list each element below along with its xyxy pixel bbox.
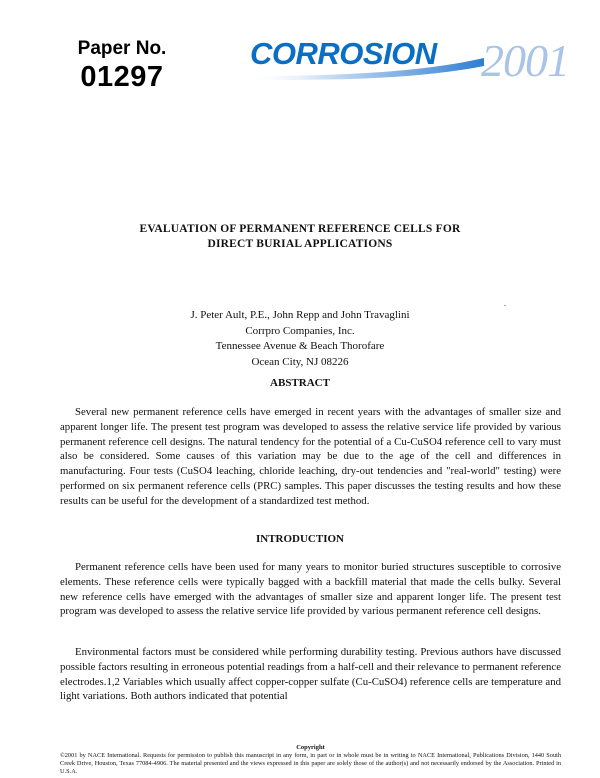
author-company: Corrpro Companies, Inc. [245,324,355,337]
stray-mark: . [504,299,506,308]
author-block [100,308,500,370]
paper-number-block [62,38,182,94]
paper-number-label: Paper No. [77,38,167,59]
logo-word: CORROSION [250,36,437,71]
introduction-heading: INTRODUCTION [255,533,344,545]
abstract-heading: ABSTRACT [270,377,330,389]
author-city: Ocean City, NJ 08226 [251,355,349,368]
author-names: J. Peter Ault, P.E., John Repp and John Travaglini [190,309,410,321]
author-address: Tennessee Avenue & Beach Thorofare [215,340,385,352]
paper-number: 01297 [80,61,164,93]
copyright-notice [60,744,561,776]
copyright-heading: Copyright [296,744,325,751]
abstract-text: Several new permanent reference cells have emerged in recent years with the advantages of smaller size and apparent longer life. The present test program was developed to assess the relative service life provided by various permanent reference cell designs. The natural tendency for the potential of a Cu-CuSO4 reference cell to vary must also be considered. Some causes of this variation may be due to the age of the cell and differences in manufacturing. Four tests (CuSO4 leaching, chloride leaching, dry-out tendencies and "real-world" testing) were performed on six permanent reference cells (PRC) samples. This paper discusses the testing results and how these results can be useful for the development of a standardized test method. [60,406,561,507]
copyright-text: ©2001 by NACE International. Requests for permission to publish this manuscript in any form, in part or in whole must be in writing to NACE International, Publications Division, 1440 South Creek Drive, Houston, Texas 77084-4906. The material presented and the views expressed in this paper are solely those of the author(s) and not necessarily endorsed by the Association. Printed in U.S.A. [60,752,561,775]
title-line-1: EVALUATION OF PERMANENT REFERENCE CELLS FOR [139,223,461,235]
introduction-paragraph-2: Environmental factors must be considered while performing durability testing. Previous authors have discussed possible factors resulting in erroneous potential readings from a half-cell and their relevance to permanent reference electrodes.1,2 Variables which usually affect copper-copper sulfate (Cu-CuSO4) reference cells are temperature and light variations. Both authors indicated that potential [60,646,561,703]
title-line-2: DIRECT BURIAL APPLICATIONS [207,238,393,250]
corrosion-2001-logo [244,30,574,88]
logo-year: 2001 [481,35,569,86]
introduction-paragraph-1: Permanent reference cells have been used for many years to monitor buried structures susceptible to corrosive elements. These reference cells were typically bagged with a backfill material that made the cells bulky. Several new reference cells have emerged with the advantages of smaller size and apparent longer life. The present test program was developed to assess the relative service life provided by various permanent reference cell designs. [60,561,561,618]
paper-title [60,222,540,252]
